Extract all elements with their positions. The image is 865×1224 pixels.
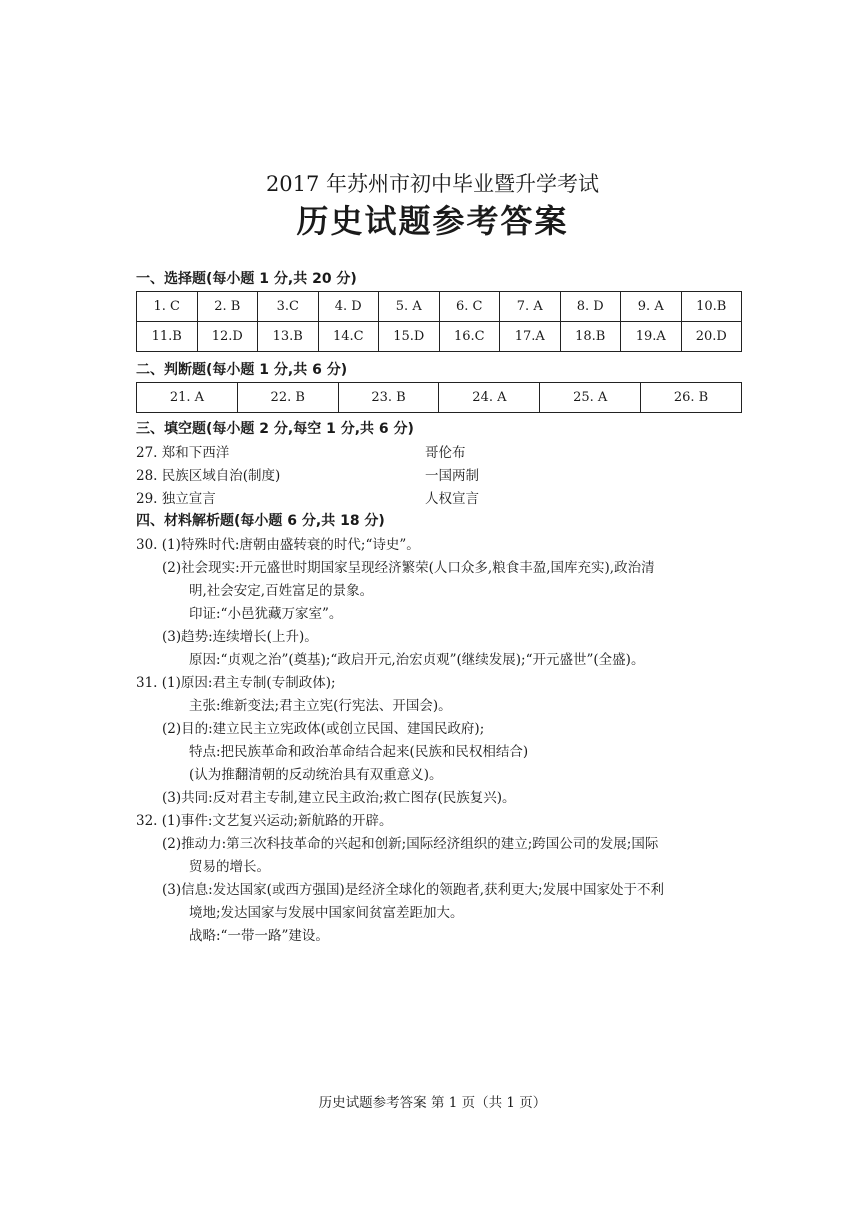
section-1-heading: 一、选择题(每小题 1 分,共 20 分): [136, 271, 357, 287]
answer-cell: 24. A: [439, 383, 540, 413]
fill-answer-right: 哥伦布: [425, 445, 466, 461]
answer-line: 原因:“贞观之治”(奠基);“政启开元,治宏贞观”(继续发展);“开元盛世”(全盛)。: [189, 652, 645, 668]
section-2-heading: 二、判断题(每小题 1 分,共 6 分): [136, 362, 348, 378]
table-row: [137, 383, 742, 413]
fill-answer-left: 28. 民族区域自治(制度): [136, 468, 281, 484]
answer-cell: 8. D: [560, 292, 621, 322]
fill-answer-left: 27. 郑和下西洋: [136, 445, 230, 461]
answer-line: 32. (1)事件:文艺复兴运动;新航路的开辟。: [136, 813, 393, 829]
answer-line: (2)目的:建立民主立宪政体(或创立民国、建国民政府);: [162, 721, 485, 737]
answer-line: 主张:维新变法;君主立宪(行宪法、开国会)。: [189, 698, 452, 714]
fill-answer-right: 一国两制: [425, 468, 479, 484]
fill-answer-left: 29. 独立宣言: [136, 491, 216, 507]
exam-subtitle: 2017 年苏州市初中毕业暨升学考试: [265, 172, 600, 196]
answer-line: 31. (1)原因:君主专制(专制政体);: [136, 675, 336, 691]
answer-cell: 15.D: [379, 322, 440, 352]
answer-cell: 7. A: [500, 292, 561, 322]
answer-cell: 14.C: [318, 322, 379, 352]
answer-line: 30. (1)特殊时代:唐朝由盛转衰的时代;“诗史”。: [136, 537, 420, 553]
answer-line: 境地;发达国家与发展中国家间贫富差距加大。: [189, 905, 464, 921]
section-3-heading: 三、填空题(每小题 2 分,每空 1 分,共 6 分): [136, 421, 414, 437]
answer-cell: 4. D: [318, 292, 379, 322]
answer-cell: 22. B: [237, 383, 338, 413]
answer-cell: 26. B: [641, 383, 742, 413]
section-4-heading: 四、材料解析题(每小题 6 分,共 18 分): [136, 513, 385, 529]
page-title: 历史试题参考答案: [296, 202, 569, 240]
page-footer: 历史试题参考答案 第 1 页（共 1 页）: [318, 1095, 547, 1111]
table-row: [137, 292, 742, 322]
answer-cell: 6. C: [439, 292, 500, 322]
choice-answer-table: [136, 291, 742, 352]
answer-line: 特点:把民族革命和政治革命结合起来(民族和民权相结合): [189, 744, 529, 760]
fill-answer-right: 人权宣言: [425, 491, 479, 507]
answer-line: (3)信息:发达国家(或西方强国)是经济全球化的领跑者,获利更大;发展中国家处于不利: [162, 882, 665, 898]
answer-line: (3)趋势:连续增长(上升)。: [162, 629, 318, 645]
judgement-answer-table: [136, 382, 742, 413]
answer-line: 明,社会安定,百姓富足的景象。: [189, 583, 374, 599]
answer-line: (2)推动力:第三次科技革命的兴起和创新;国际经济组织的建立;跨国公司的发展;国际: [162, 836, 659, 852]
answer-line: 印证:“小邑犹藏万家室”。: [189, 606, 343, 622]
answer-line: 战略:“一带一路”建设。: [189, 928, 329, 944]
answer-cell: 3.C: [258, 292, 319, 322]
answer-line: (2)社会现实:开元盛世时期国家呈现经济繁荣(人口众多,粮食丰盈,国库充实),政治清: [162, 560, 655, 576]
answer-cell: 11.B: [137, 322, 198, 352]
answer-cell: 18.B: [560, 322, 621, 352]
answer-cell: 2. B: [197, 292, 258, 322]
answer-line: (3)共同:反对君主专制,建立民主政治;救亡图存(民族复兴)。: [162, 790, 516, 806]
answer-cell: 5. A: [379, 292, 440, 322]
answer-cell: 17.A: [500, 322, 561, 352]
answer-cell: 20.D: [681, 322, 742, 352]
answer-line: 贸易的增长。: [189, 859, 270, 875]
answer-cell: 16.C: [439, 322, 500, 352]
answer-cell: 25. A: [540, 383, 641, 413]
answer-cell: 19.A: [621, 322, 682, 352]
table-row: [137, 322, 742, 352]
answer-cell: 10.B: [681, 292, 742, 322]
answer-cell: 21. A: [137, 383, 238, 413]
answer-line: (认为推翻清朝的反动统治具有双重意义)。: [189, 767, 443, 783]
answer-cell: 23. B: [338, 383, 439, 413]
answer-cell: 1. C: [137, 292, 198, 322]
answer-cell: 12.D: [197, 322, 258, 352]
answer-cell: 9. A: [621, 292, 682, 322]
answer-cell: 13.B: [258, 322, 319, 352]
